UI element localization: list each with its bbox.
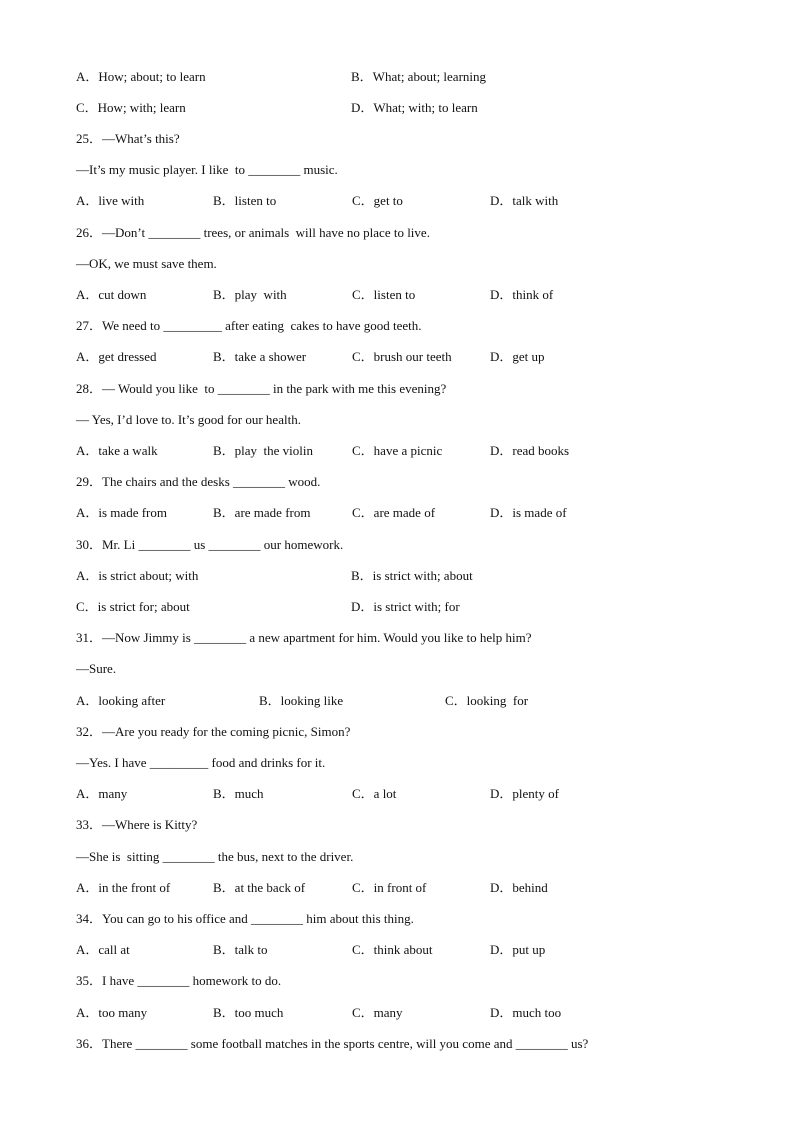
q31-reply: —Sure.	[76, 661, 117, 676]
q31-option-b: B．looking like	[259, 693, 344, 708]
q29-option-a: A．is made from	[76, 505, 167, 520]
q26-option-d: D．think of	[490, 287, 554, 302]
q35-option-a: A．too many	[76, 1005, 148, 1020]
q32-option-a: A．many	[76, 786, 128, 801]
q31-option-c: C．looking for	[445, 693, 529, 708]
q28-option-c: C．have a picnic	[352, 443, 443, 458]
q33-option-c: C．in front of	[352, 880, 427, 895]
q28-stem: 28．— Would you like to ________ in the park with me this evening?	[76, 381, 447, 396]
q36-stem: 36．There ________ some football matches in the sports centre, will you come and ________ us?	[76, 1036, 589, 1051]
q30-option-d: D．is strict with; for	[351, 599, 460, 614]
q28-option-d: D．read books	[490, 443, 570, 458]
q27-option-d: D．get up	[490, 349, 545, 364]
q27-option-a: A．get dressed	[76, 349, 157, 364]
q32-reply: —Yes. I have _________ food and drinks for it.	[76, 755, 326, 770]
q33-option-b: B．at the back of	[213, 880, 306, 895]
q28-reply: — Yes, I’d love to. It’s good for our health.	[76, 412, 301, 427]
q35-option-d: D．much too	[490, 1005, 562, 1020]
q34-option-c: C．think about	[352, 942, 433, 957]
q25-option-c: C．get to	[352, 193, 403, 208]
q33-stem: 33．—Where is Kitty?	[76, 817, 198, 832]
q32-stem: 32．—Are you ready for the coming picnic, Simon?	[76, 724, 351, 739]
q32-option-b: B．much	[213, 786, 264, 801]
q28-option-b: B．play the violin	[213, 443, 314, 458]
q32-option-d: D．plenty of	[490, 786, 559, 801]
q26-stem: 26．—Don’t ________ trees, or animals will have no place to live.	[76, 225, 430, 240]
q27-stem: 27．We need to _________ after eating cakes to have good teeth.	[76, 318, 422, 333]
q25-stem: 25．—What’s this?	[76, 131, 180, 146]
q24-option-a: A．How; about; to learn	[76, 69, 206, 84]
q25-option-b: B．listen to	[213, 193, 277, 208]
q34-option-d: D．put up	[490, 942, 546, 957]
q30-stem: 30．Mr. Li ________ us ________ our homework.	[76, 537, 344, 552]
q26-option-c: C．listen to	[352, 287, 416, 302]
q26-option-a: A．cut down	[76, 287, 147, 302]
q28-option-a: A．take a walk	[76, 443, 158, 458]
q30-option-a: A．is strict about; with	[76, 568, 199, 583]
q34-option-a: A．call at	[76, 942, 130, 957]
q26-reply: —OK, we must save them.	[76, 256, 217, 271]
q34-stem: 34．You can go to his office and ________ him about this thing.	[76, 911, 414, 926]
q26-option-b: B．play with	[213, 287, 287, 302]
q29-stem: 29．The chairs and the desks ________ wood.	[76, 474, 321, 489]
q33-option-a: A．in the front of	[76, 880, 171, 895]
q29-option-d: D．is made of	[490, 505, 567, 520]
q34-option-b: B．talk to	[213, 942, 268, 957]
q24-option-b: B．What; about; learning	[351, 69, 487, 84]
q33-reply: —She is sitting ________ the bus, next to the driver.	[76, 849, 354, 864]
q32-option-c: C．a lot	[352, 786, 397, 801]
q25-option-d: D．talk with	[490, 193, 559, 208]
q31-stem: 31．—Now Jimmy is ________ a new apartment for him. Would you like to help him?	[76, 630, 532, 645]
q30-option-b: B．is strict with; about	[351, 568, 473, 583]
q30-option-c: C．is strict for; about	[76, 599, 190, 614]
q31-option-a: A．looking after	[76, 693, 166, 708]
q25-reply: —It’s my music player. I like to ________ music.	[76, 162, 338, 177]
q35-option-b: B．too much	[213, 1005, 284, 1020]
q29-option-b: B．are made from	[213, 505, 311, 520]
q24-option-d: D．What; with; to learn	[351, 100, 478, 115]
q35-option-c: C．many	[352, 1005, 403, 1020]
q27-option-c: C．brush our teeth	[352, 349, 452, 364]
q24-option-c: C．How; with; learn	[76, 100, 186, 115]
q29-option-c: C．are made of	[352, 505, 436, 520]
q33-option-d: D．behind	[490, 880, 548, 895]
q27-option-b: B．take a shower	[213, 349, 307, 364]
q35-stem: 35．I have ________ homework to do.	[76, 973, 282, 988]
q25-option-a: A．live with	[76, 193, 145, 208]
